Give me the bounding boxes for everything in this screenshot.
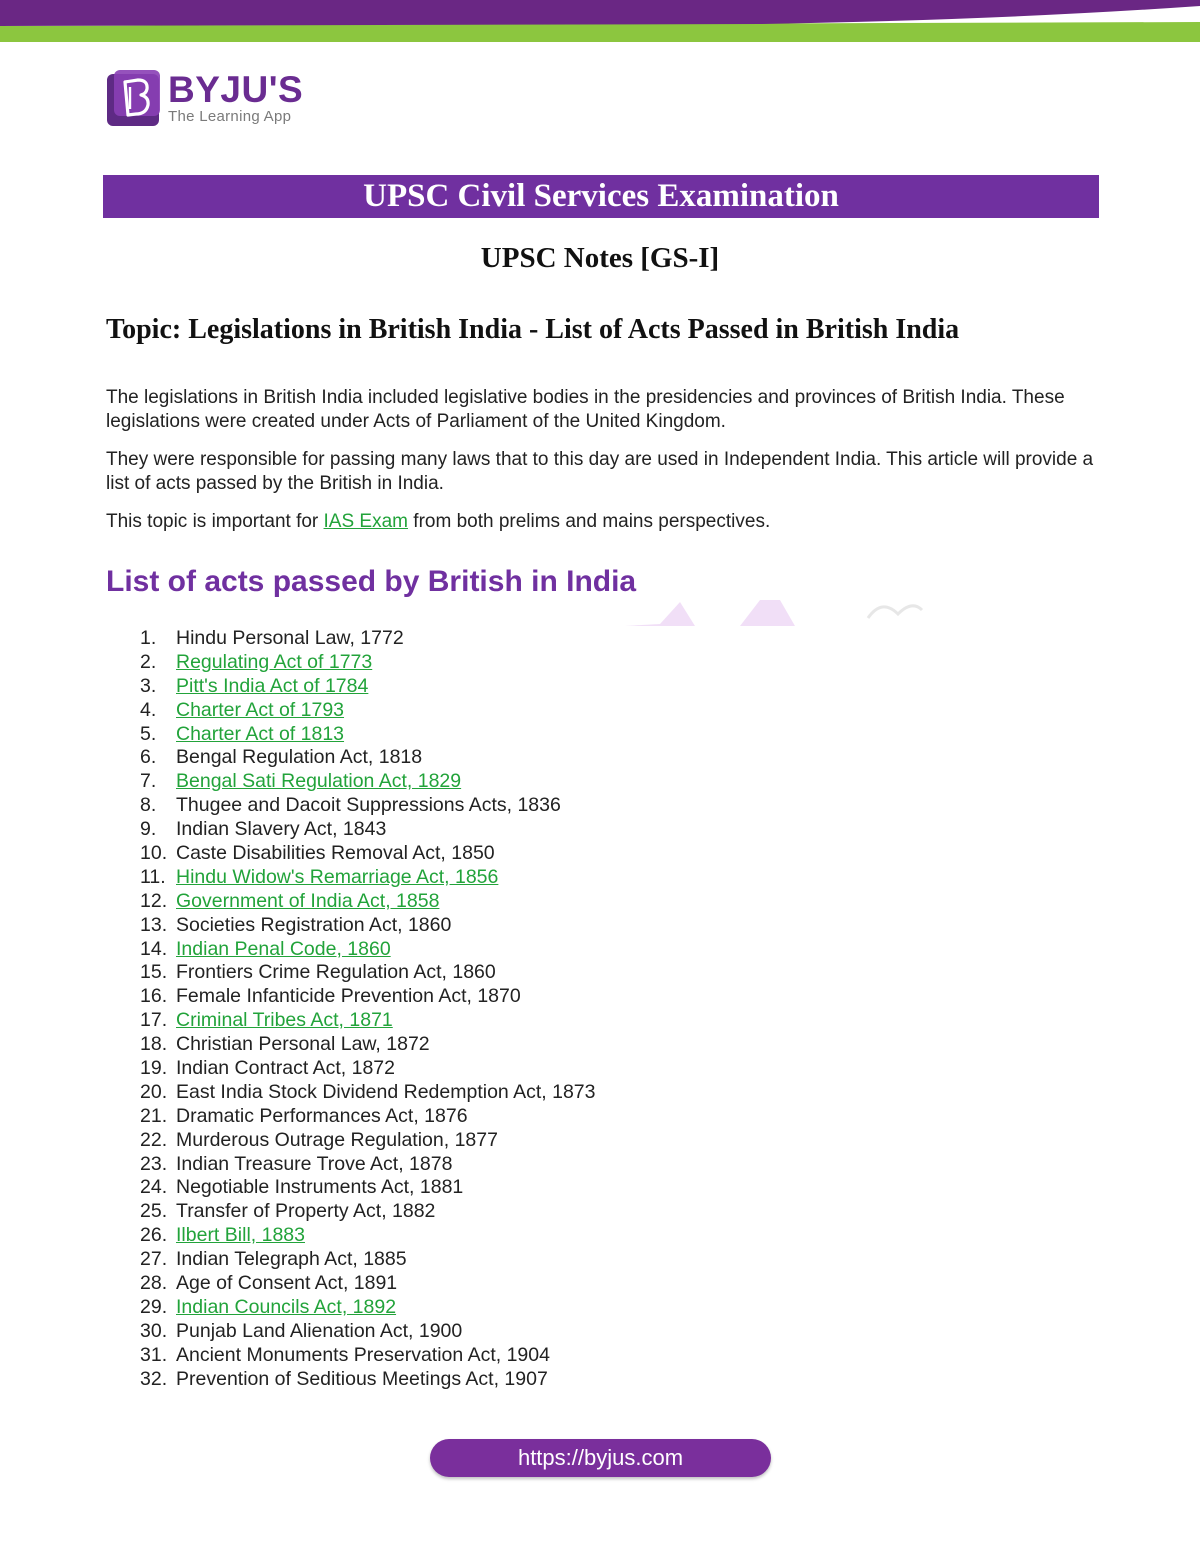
- act-name: Indian Contract Act, 1872: [176, 1057, 395, 1080]
- act-number: 25.: [140, 1200, 168, 1223]
- act-number: 16.: [140, 985, 168, 1008]
- act-list-item: [140, 1368, 596, 1392]
- act-number: 13.: [140, 913, 168, 936]
- act-number: 9.: [140, 818, 157, 841]
- act-name: Punjab Land Alienation Act, 1900: [176, 1319, 463, 1342]
- section-heading: List of acts passed by British in India: [106, 565, 637, 598]
- act-list-item: [140, 1248, 596, 1272]
- act-name: Murderous Outrage Regulation, 1877: [176, 1128, 498, 1151]
- act-list-item: [140, 842, 596, 866]
- byjus-b-logo-icon: [106, 70, 162, 128]
- act-number: 4.: [140, 698, 157, 721]
- act-link[interactable]: Indian Councils Act, 1892: [176, 1295, 397, 1318]
- act-list-item: [140, 818, 596, 842]
- act-name: Negotiable Instruments Act, 1881: [176, 1176, 464, 1199]
- act-name: Indian Telegraph Act, 1885: [176, 1248, 407, 1271]
- act-list-item[interactable]: [140, 938, 596, 962]
- act-list-item[interactable]: [140, 890, 596, 914]
- act-list-item: [140, 1176, 596, 1200]
- act-number: 5.: [140, 722, 157, 745]
- act-name: Female Infanticide Prevention Act, 1870: [176, 985, 521, 1008]
- act-number: 12.: [140, 889, 168, 912]
- act-list-item[interactable]: [140, 1009, 596, 1033]
- brand-wordmark: BYJU'S: [168, 69, 304, 110]
- act-list-item: [140, 914, 596, 938]
- act-number: 30.: [140, 1319, 168, 1342]
- act-number: 29.: [140, 1295, 168, 1318]
- act-list-item[interactable]: [140, 866, 596, 890]
- act-list-item[interactable]: [140, 1296, 596, 1320]
- act-list-item: [140, 746, 596, 770]
- act-list-item: [140, 1129, 596, 1153]
- act-list-item: [140, 1153, 596, 1177]
- act-name: Hindu Personal Law, 1772: [176, 627, 404, 649]
- brand-tagline: The Learning App: [168, 108, 292, 125]
- act-list-item: [140, 961, 596, 985]
- act-number: 3.: [140, 674, 157, 697]
- act-number: 22.: [140, 1128, 168, 1151]
- act-name: Thugee and Dacoit Suppressions Acts, 1836: [176, 794, 561, 817]
- act-list-item: [140, 1081, 596, 1105]
- act-name: Frontiers Crime Regulation Act, 1860: [176, 961, 496, 984]
- act-list-item: [140, 627, 596, 651]
- notes-subtitle: UPSC Notes [GS-I]: [480, 242, 720, 274]
- act-number: 15.: [140, 961, 168, 984]
- intro-paragraph-1: The legislations in British India included legislative bodies in the presidencies and provinces of British India. These legislations were created under Acts of Parliament of the United Kingdom.: [106, 387, 1065, 432]
- act-number: 8.: [140, 794, 157, 817]
- act-list-item: [140, 1105, 596, 1129]
- intro-paragraph-2: They were responsible for passing many laws that to this day are used in Independent India. This article will provide a list of acts passed by the British in India.: [106, 449, 1094, 494]
- act-number: 6.: [140, 746, 157, 769]
- act-name: Bengal Regulation Act, 1818: [176, 746, 423, 769]
- act-list-item[interactable]: [140, 675, 596, 699]
- act-number: 2.: [140, 650, 157, 673]
- act-link[interactable]: Charter Act of 1813: [176, 722, 345, 745]
- act-name: Age of Consent Act, 1891: [176, 1272, 398, 1295]
- act-name: Dramatic Performances Act, 1876: [176, 1104, 468, 1127]
- act-number: 7.: [140, 770, 157, 793]
- act-number: 28.: [140, 1272, 168, 1295]
- act-number: 27.: [140, 1248, 168, 1271]
- act-number: 24.: [140, 1176, 168, 1199]
- act-list-item[interactable]: [140, 770, 596, 794]
- act-link[interactable]: Bengal Sati Regulation Act, 1829: [176, 770, 462, 793]
- act-number: 17.: [140, 1009, 168, 1032]
- act-name: Christian Personal Law, 1872: [176, 1033, 430, 1056]
- act-number: 31.: [140, 1343, 168, 1366]
- act-number: 21.: [140, 1104, 168, 1127]
- act-link[interactable]: Regulating Act of 1773: [176, 650, 373, 673]
- act-number: 23.: [140, 1152, 168, 1175]
- acts-list: [140, 627, 596, 1392]
- act-link[interactable]: Charter Act of 1793: [176, 698, 345, 721]
- act-number: 26.: [140, 1224, 168, 1247]
- act-name: East India Stock Dividend Redemption Act, 1873: [176, 1080, 596, 1103]
- topic-heading: Topic: Legislations in British India - List of Acts Passed in British India: [106, 314, 960, 345]
- act-name: Prevention of Seditious Meetings Act, 1907: [176, 1367, 548, 1390]
- byjus-logo[interactable]: [106, 70, 316, 130]
- act-number: 32.: [140, 1367, 168, 1390]
- p3-text-after: from both prelims and mains perspectives.: [408, 511, 771, 532]
- act-number: 19.: [140, 1057, 168, 1080]
- watermark-mark: [620, 598, 940, 628]
- act-number: 10.: [140, 842, 168, 865]
- act-list-item[interactable]: [140, 651, 596, 675]
- act-link[interactable]: Indian Penal Code, 1860: [176, 937, 391, 960]
- act-number: 18.: [140, 1033, 168, 1056]
- p3-text-before: This topic is important for: [106, 511, 324, 532]
- act-list-item: [140, 1320, 596, 1344]
- act-number: 1.: [140, 627, 157, 649]
- act-list-item: [140, 1057, 596, 1081]
- act-name: Ancient Monuments Preservation Act, 1904: [176, 1343, 550, 1366]
- act-name: Societies Registration Act, 1860: [176, 913, 452, 936]
- exam-title-banner: UPSC Civil Services Examination: [103, 175, 1099, 218]
- act-name: Caste Disabilities Removal Act, 1850: [176, 842, 495, 865]
- act-name: Indian Slavery Act, 1843: [176, 818, 387, 841]
- act-list-item: [140, 794, 596, 818]
- act-link[interactable]: Hindu Widow's Remarriage Act, 1856: [176, 865, 499, 888]
- act-link[interactable]: Government of India Act, 1858: [176, 889, 440, 912]
- act-list-item: [140, 985, 596, 1009]
- ias-exam-link[interactable]: IAS Exam: [323, 511, 409, 532]
- act-link[interactable]: Pitt's India Act of 1784: [176, 674, 369, 697]
- website-url-button[interactable]: https://byjus.com: [430, 1439, 771, 1477]
- act-list-item: [140, 1344, 596, 1368]
- act-name: Transfer of Property Act, 1882: [176, 1200, 436, 1223]
- act-list-item: [140, 1272, 596, 1296]
- act-number: 14.: [140, 937, 168, 960]
- header-decorative-band: [0, 0, 1200, 42]
- act-list-item: [140, 1200, 596, 1224]
- act-list-item[interactable]: [140, 699, 596, 723]
- act-name: Indian Treasure Trove Act, 1878: [176, 1152, 453, 1175]
- act-link[interactable]: Criminal Tribes Act, 1871: [176, 1009, 393, 1032]
- intro-paragraph-3: [106, 510, 1096, 534]
- act-list-item: [140, 1033, 596, 1057]
- act-list-item[interactable]: [140, 723, 596, 747]
- act-link[interactable]: Ilbert Bill, 1883: [176, 1224, 305, 1247]
- act-list-item[interactable]: [140, 1224, 596, 1248]
- act-number: 20.: [140, 1080, 168, 1103]
- act-number: 11.: [140, 865, 166, 888]
